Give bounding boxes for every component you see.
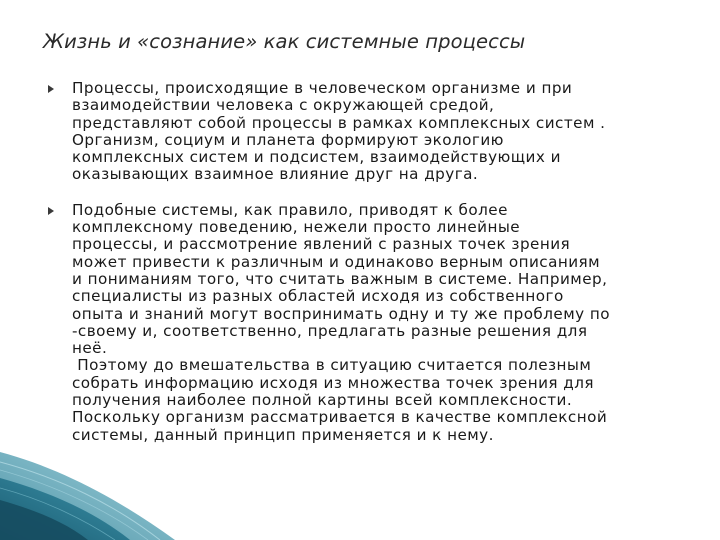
- text-line: и пониманиям того, что считать важным в системе. Например,: [72, 269, 608, 288]
- triangle-right-icon: [48, 85, 54, 93]
- bullet-list: [48, 80, 700, 462]
- text-line: представляют собой процессы в рамках комплексных систем .: [72, 113, 606, 132]
- text-line: комплексных систем и подсистем, взаимодействующих и: [72, 148, 561, 167]
- text-line: может привести к различным и одинаково верным описаниям: [72, 252, 601, 271]
- text-line: Процессы, происходящие в человеческом организме и при: [72, 79, 573, 97]
- text-line: Организм, социум и планета формируют экологию: [72, 130, 504, 149]
- text-line: -своему и, соответственно, предлагать разные решения для: [72, 321, 588, 340]
- text-line: Поэтому до вмешательства в ситуацию считается полезным: [72, 356, 592, 375]
- bullet-text-1: [72, 80, 700, 184]
- text-line: Подобные системы, как правило, приводят к более: [72, 200, 508, 219]
- text-line: специалисты из разных областей исходя из собственного: [72, 287, 564, 306]
- bullet-text-2: [72, 202, 700, 444]
- text-line: процессы, и рассмотрение явлений с разных точек зрения: [72, 235, 571, 254]
- text-line: комплексному поведению, нежели просто линейные: [72, 218, 521, 237]
- text-line: собрать информацию исходя из множества точек зрения для: [72, 373, 594, 392]
- bullet-item-2: [48, 202, 700, 444]
- text-line: взаимодействии человека с окружающей средой,: [72, 96, 495, 115]
- text-line: системы, данный принцип применяется и к нему.: [72, 425, 494, 444]
- bullet-item-1: [48, 80, 700, 184]
- slide-title: Жизнь и «сознание» как системные процессы: [43, 30, 526, 53]
- triangle-right-icon: [48, 207, 54, 215]
- text-line: неё.: [72, 339, 108, 358]
- text-line: получения наиболее полной картины всей комплексности.: [72, 391, 573, 410]
- text-line: опыта и знаний могут воспринимать одну и ту же проблему по: [72, 304, 610, 323]
- text-line: оказывающих взаимное влияние друг на друга.: [72, 165, 479, 184]
- text-line: Поскольку организм рассматривается в качестве комплексной: [72, 408, 608, 427]
